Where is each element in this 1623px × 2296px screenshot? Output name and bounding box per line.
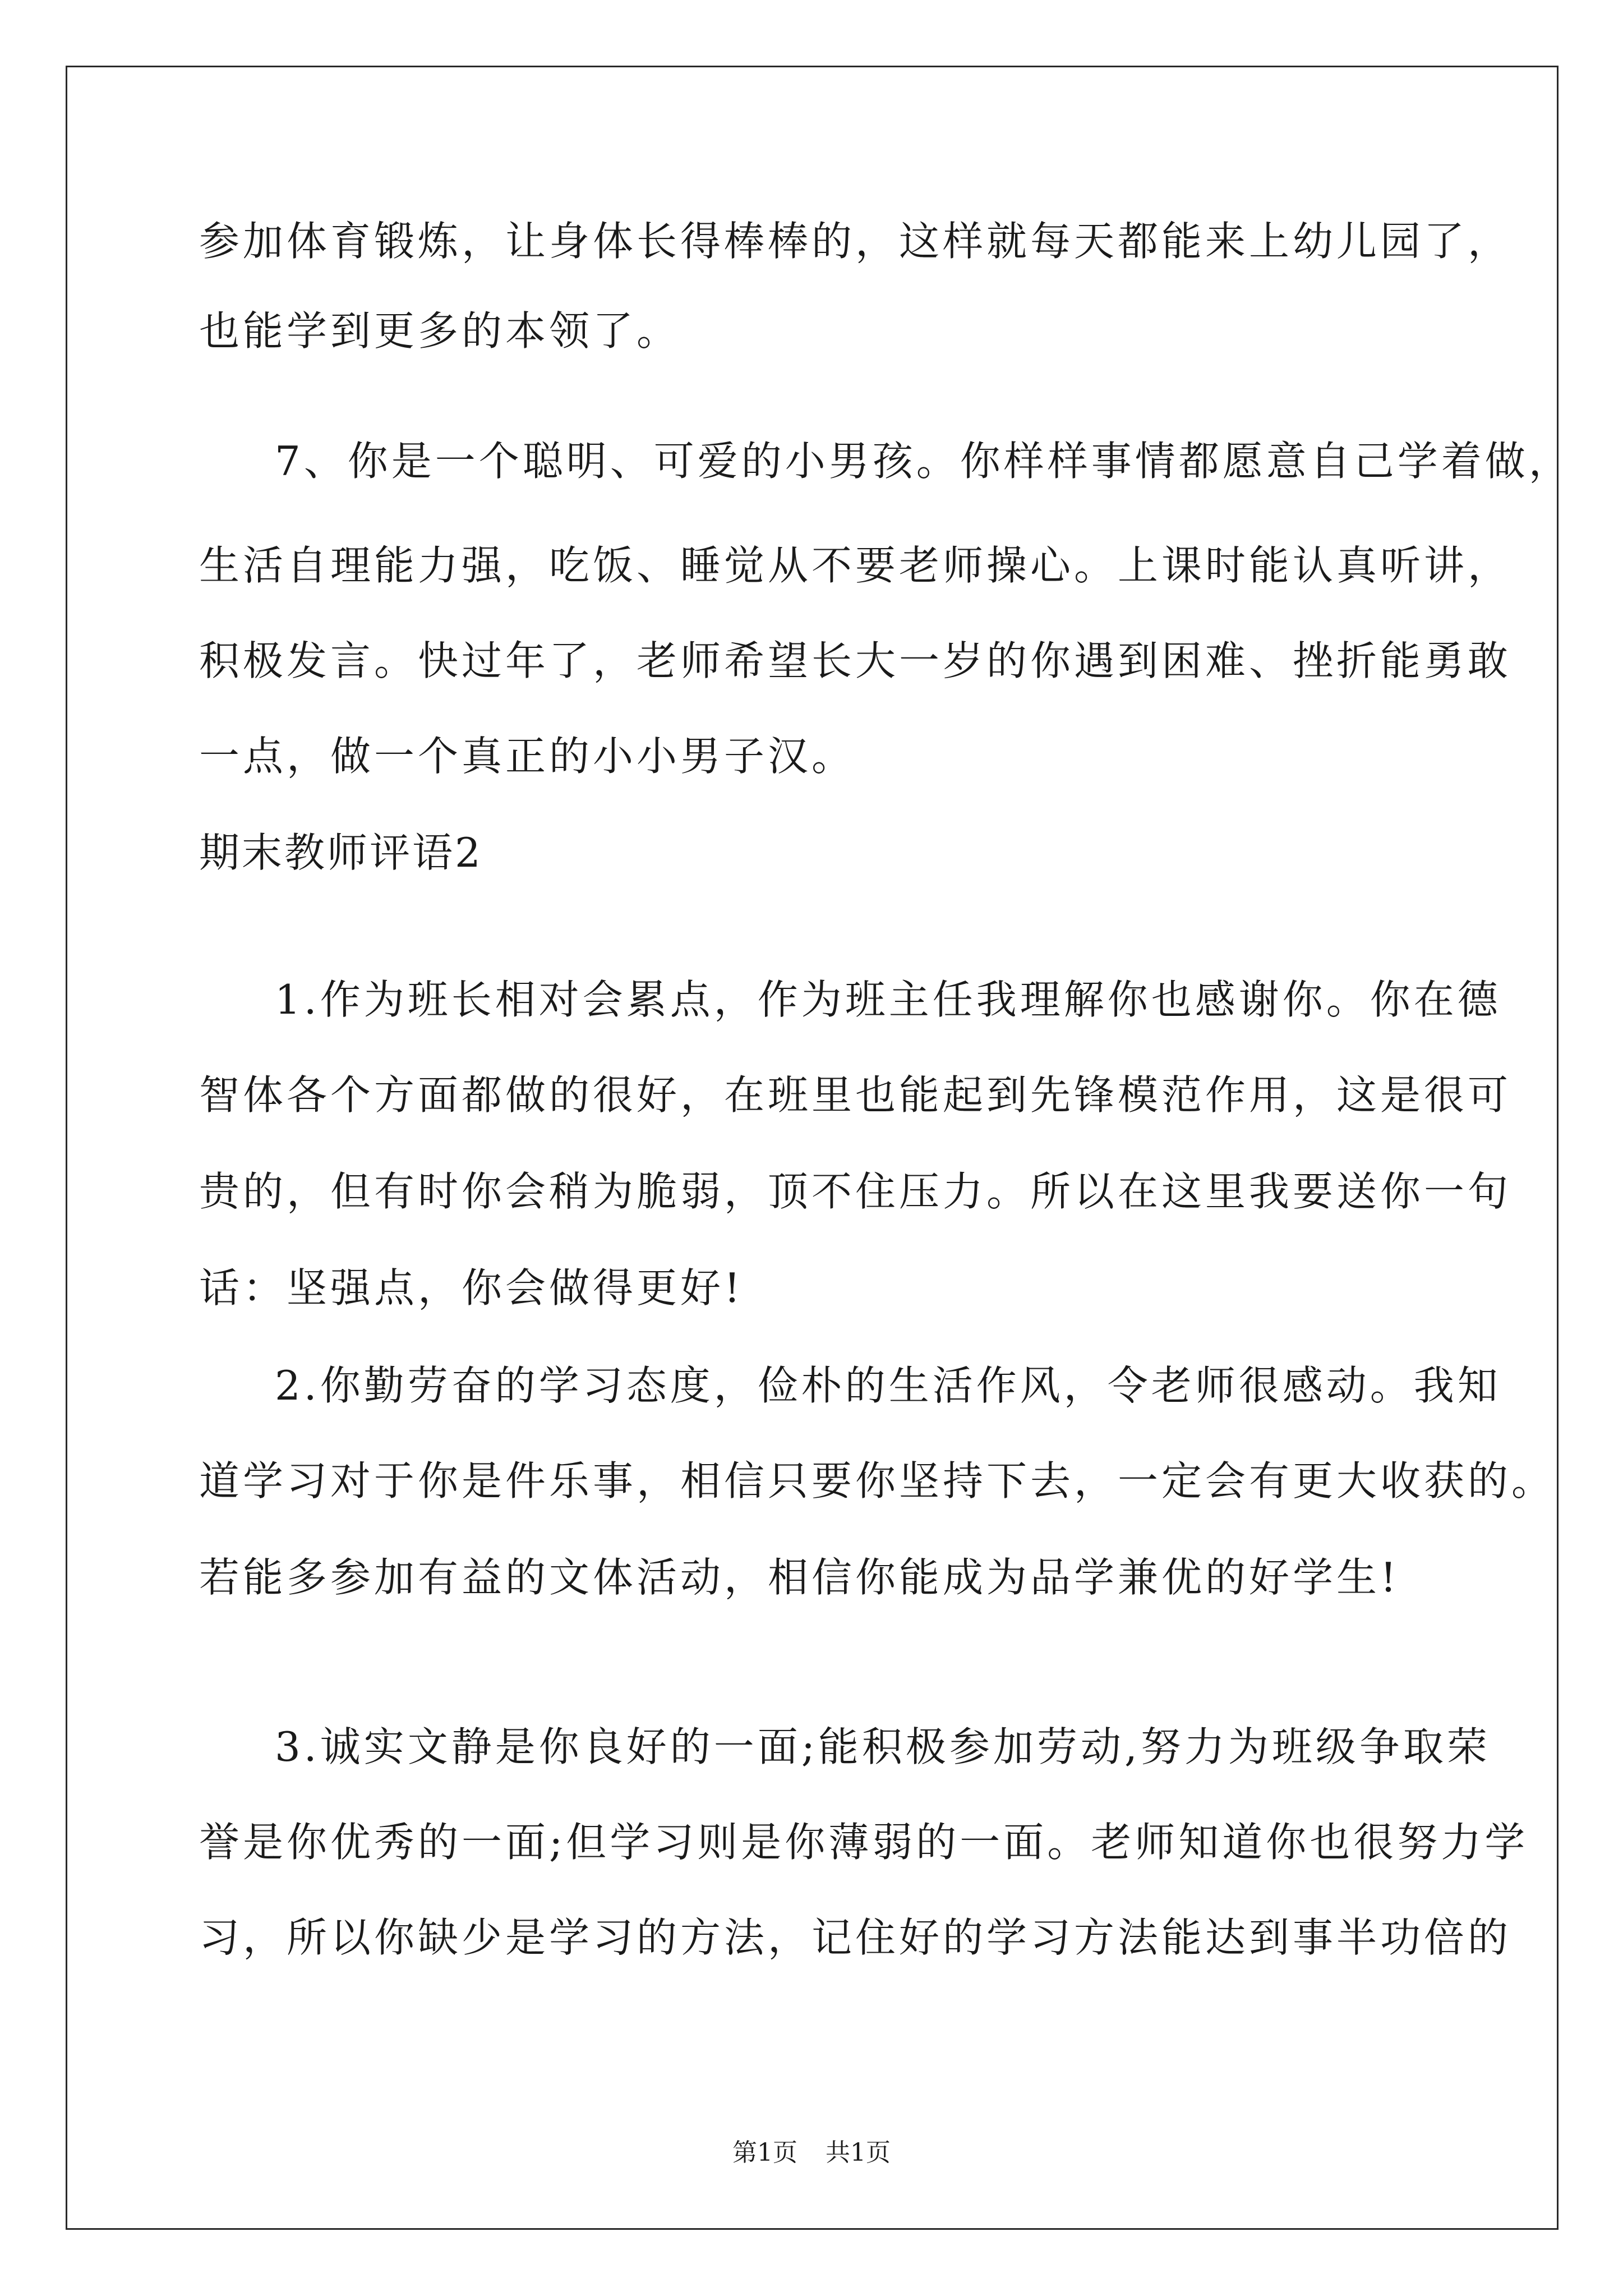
text-line: 参加体育锻炼，让身体长得棒棒的，这样就每天都能来上幼儿园了， [199,218,1512,265]
page-footer [0,2136,1623,2170]
paragraph-start-line: 1.作为班长相对会累点，作为班主任我理解你也感谢你。你在德 [275,976,1501,1023]
text-line: 道学习对于你是件乐事，相信只要你坚持下去，一定会有更大收获的。 [199,1457,1556,1504]
page-border [66,66,1559,2230]
text-line: 一点，做一个真正的小小男子汉。 [199,733,856,780]
text-line: 习，所以你缺少是学习的方法，记住好的学习方法能达到事半功倍的 [199,1914,1512,1961]
paragraph-start-line: 3.诚实文静是你良好的一面;能积极参加劳动,努力为班级争取荣 [275,1723,1491,1770]
section-heading: 期末教师评语2 [199,829,483,876]
text-line: 贵的，但有时你会稍为脆弱，顶不住压力。所以在这里我要送你一句 [199,1168,1512,1215]
text-line: 生活自理能力强，吃饭、睡觉从不要老师操心。上课时能认真听讲， [199,542,1512,589]
text-line: 话：坚强点，你会做得更好! [199,1264,744,1312]
paragraph-start-line: 2.你勤劳奋的学习态度，俭朴的生活作风，令老师很感动。我知 [275,1362,1501,1409]
text-line: 智体各个方面都做的很好，在班里也能起到先锋模范作用，这是很可 [199,1071,1512,1119]
text-line: 积极发言。快过年了，老师希望长大一岁的你遇到困难、挫折能勇敢 [199,637,1512,684]
page-number: 第1页 [732,2138,797,2167]
paragraph-start-line: 7、你是一个聪明、可爱的小男孩。你样样事情都愿意自己学着做， [275,438,1573,485]
text-line: 也能学到更多的本领了。 [199,307,681,355]
text-line: 誉是你优秀的一面;但学习则是你薄弱的一面。老师知道你也很努力学 [199,1819,1529,1866]
total-pages: 共1页 [826,2138,891,2167]
text-line: 若能多参加有益的文体活动，相信你能成为品学兼优的好学生! [199,1554,1400,1601]
